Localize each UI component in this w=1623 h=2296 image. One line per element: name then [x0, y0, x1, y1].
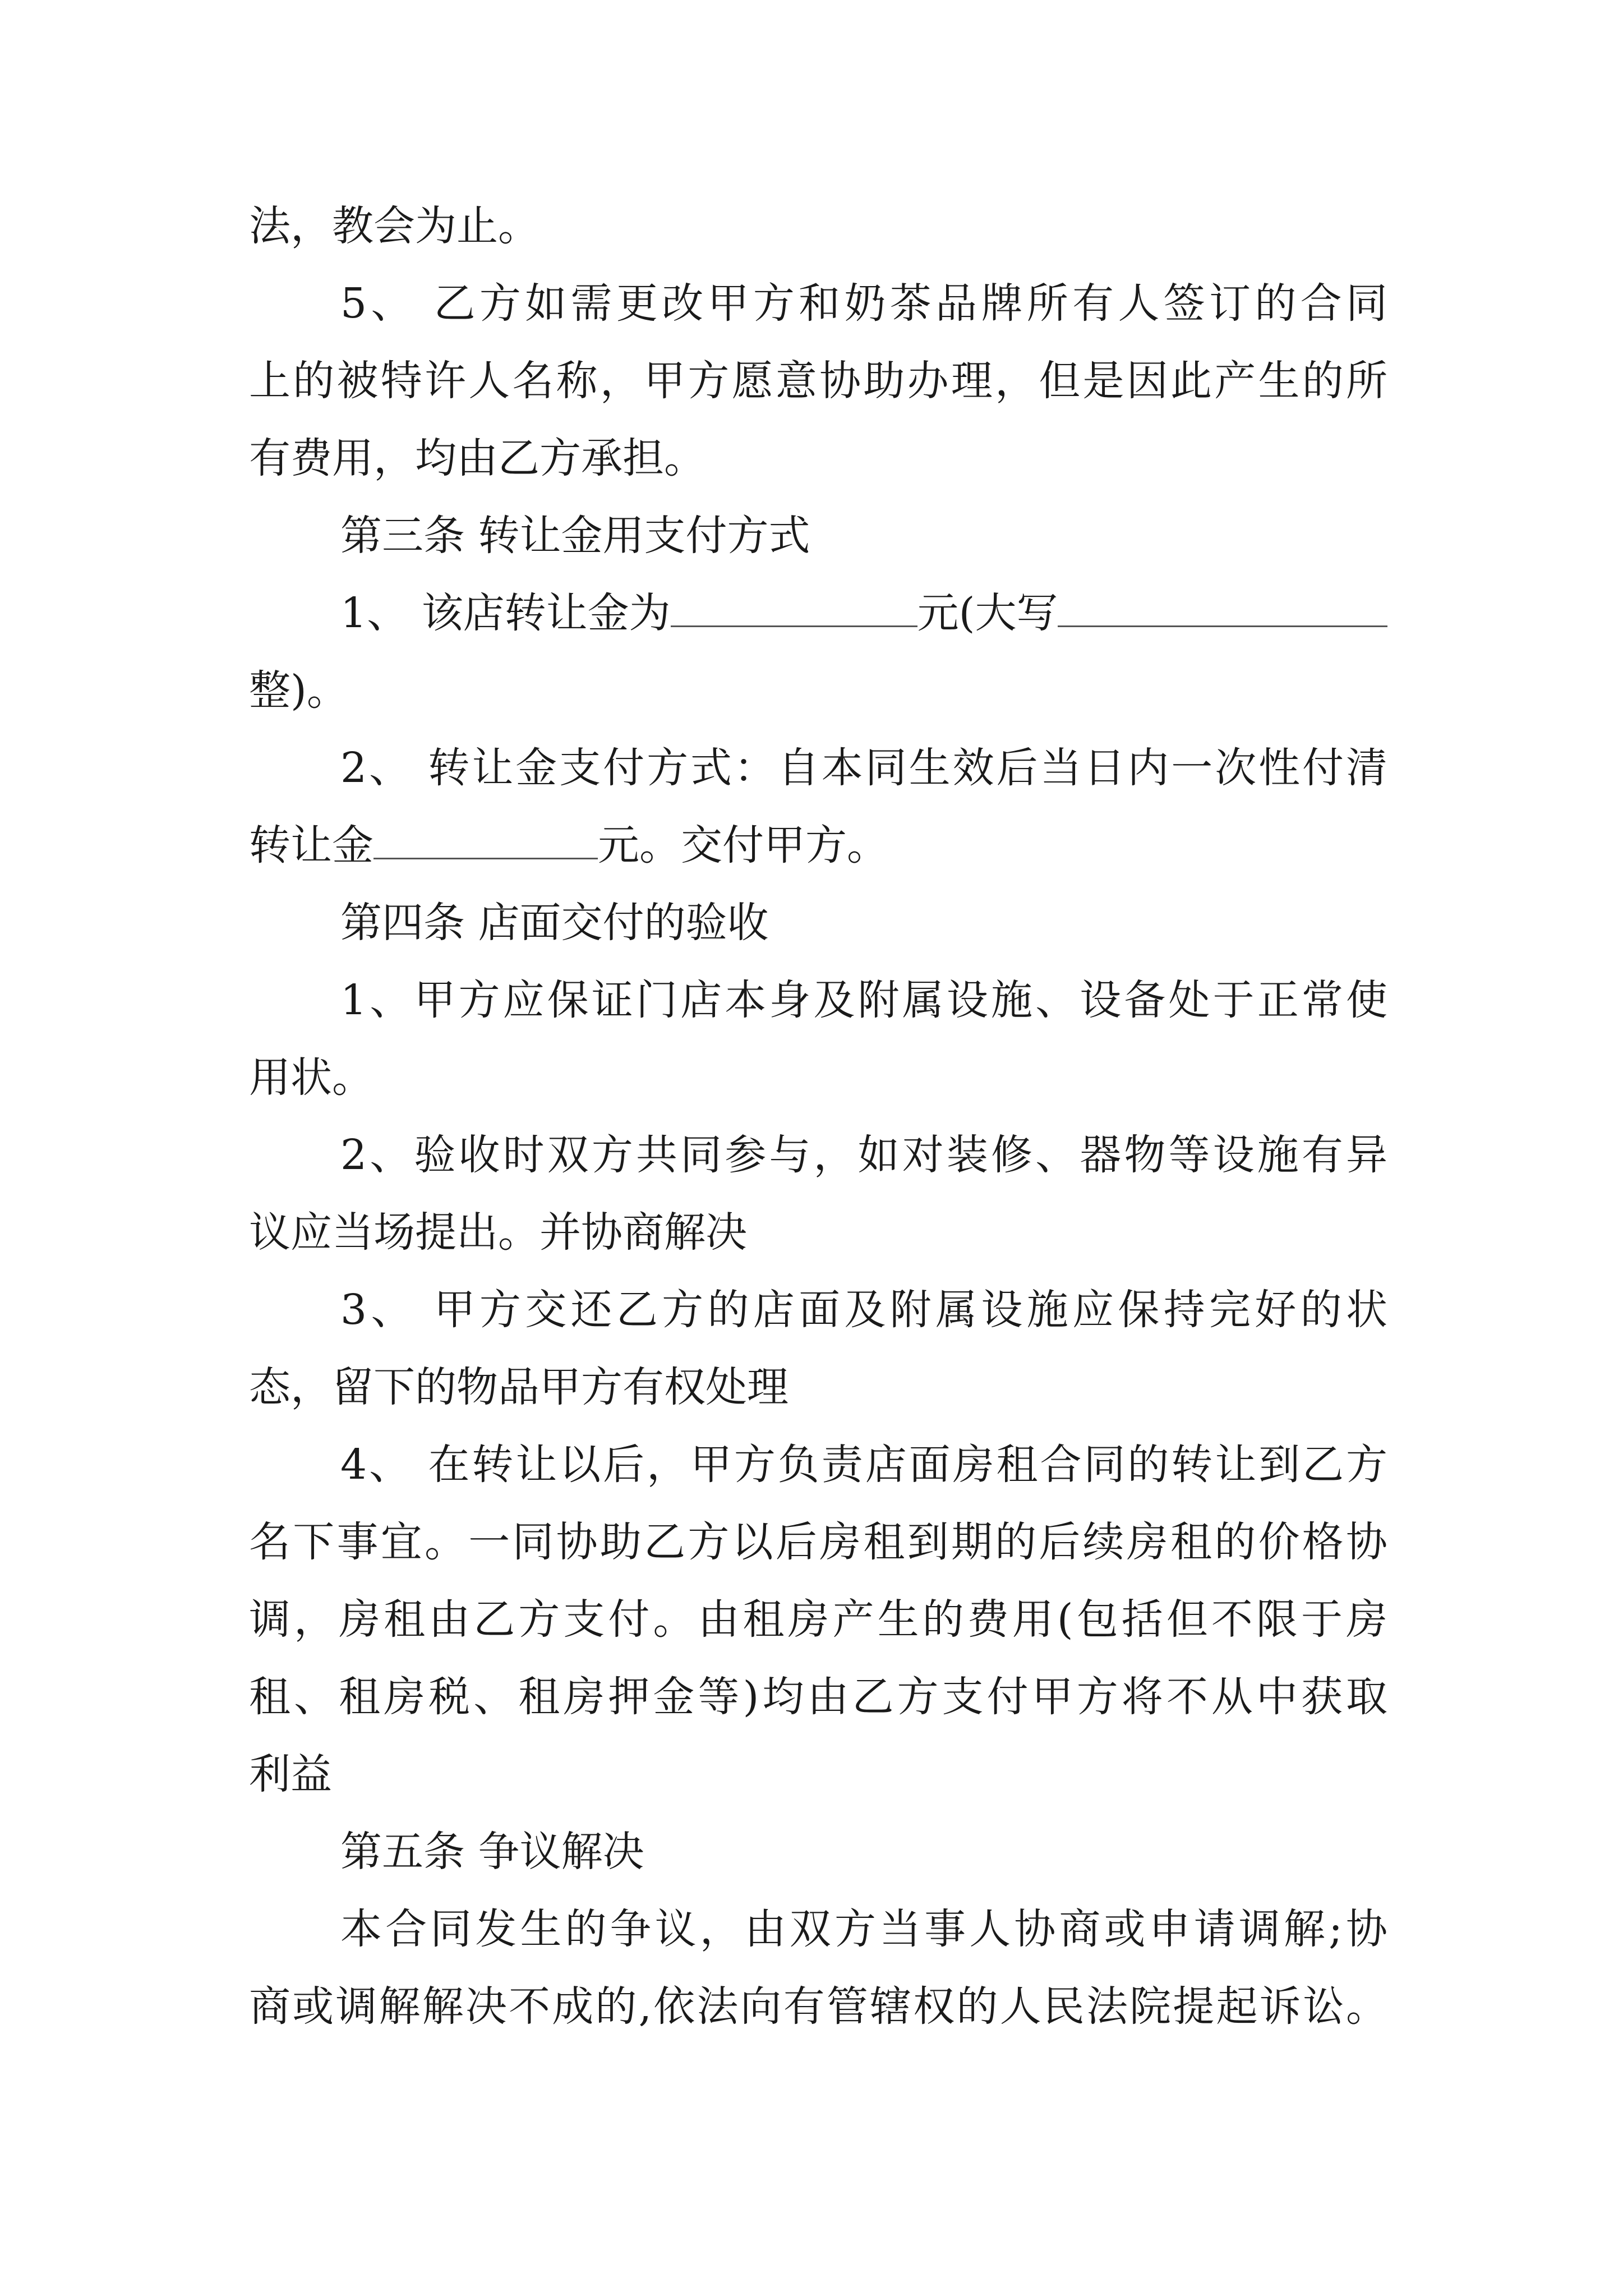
section-heading: 第四条 店面交付的验收 — [340, 899, 769, 947]
paragraph-line: 商或调解解决不成的,依法向有管辖权的人民法院提起诉讼。 — [249, 1982, 1387, 2031]
paragraph-line: 2、验收时双方共同参与，如对装修、器物等设施有异 — [340, 1131, 1387, 1179]
paragraph-line: 议应当场提出。并协商解决 — [249, 1208, 747, 1257]
transfer-fee-amount-blank[interactable] — [671, 586, 917, 627]
transfer-fee-label: 1、 该店转让金为 — [340, 589, 671, 637]
paragraph-line: 利益 — [249, 1750, 332, 1798]
paragraph-line: 上的被特许人名称，甲方愿意协助办理，但是因此产生的所 — [249, 357, 1387, 405]
paragraph-line: 用状。 — [249, 1053, 374, 1102]
payment-amount-blank[interactable] — [374, 818, 598, 859]
transfer-fee-line — [340, 586, 1387, 640]
paragraph-line: 2、 转让金支付方式：自本同生效后当日内一次性付清 — [340, 744, 1387, 792]
paragraph-line: 4、 在转让以后，甲方负责店面房租合同的转让到乙方 — [340, 1441, 1387, 1489]
paragraph-line: 5、 乙方如需更改甲方和奶茶品牌所有人签订的合同 — [340, 279, 1387, 328]
paragraph-line: 态，留下的物品甲方有权处理 — [249, 1363, 789, 1411]
payment-amount-label: 转让金 — [249, 821, 374, 869]
payment-amount-line — [249, 818, 888, 872]
paragraph-line: 法，教会为止。 — [249, 202, 540, 250]
paragraph-line: 整)。 — [249, 666, 348, 715]
payment-amount-suffix: 元。交付甲方。 — [598, 821, 888, 869]
paragraph-line: 3、 甲方交还乙方的店面及附属设施应保持完好的状 — [340, 1286, 1387, 1334]
section-heading: 第五条 争议解决 — [340, 1828, 644, 1876]
paragraph-line: 本合同发生的争议，由双方当事人协商或申请调解;协 — [340, 1905, 1387, 1953]
paragraph-line: 租、租房税、租房押金等)均由乙方支付甲方将不从中获取 — [249, 1673, 1387, 1721]
section-heading: 第三条 转让金用支付方式 — [340, 512, 810, 560]
transfer-fee-capital-blank[interactable] — [1058, 586, 1387, 627]
paragraph-line: 有费用，均由乙方承担。 — [249, 434, 706, 482]
transfer-fee-capital-label: 元(大写 — [917, 589, 1058, 637]
paragraph-line: 名下事宜。一同协助乙方以后房租到期的后续房租的价格协 — [249, 1518, 1387, 1566]
paragraph-line: 1、甲方应保证门店本身及附属设施、设备处于正常使 — [340, 976, 1387, 1024]
paragraph-line: 调，房租由乙方支付。由租房产生的费用(包括但不限于房 — [249, 1595, 1387, 1644]
